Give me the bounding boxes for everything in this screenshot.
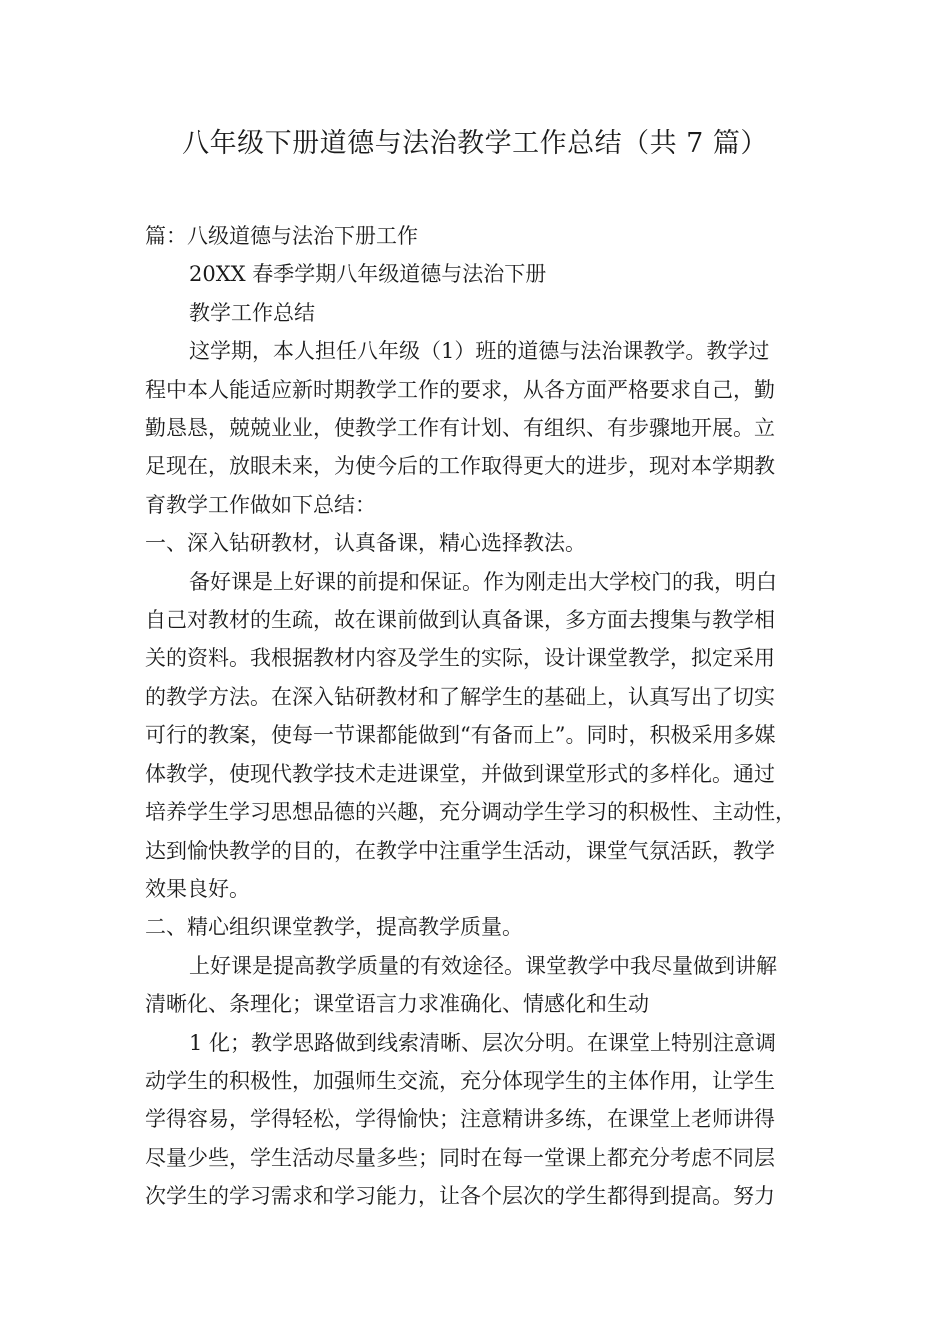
paragraph-section-2b: 1 化；教学思路做到线索清晰、层次分明。在课堂上特别注意调 动学生的积极性，加强师生交流，充分体现学生的主体作用，让学生 学得容易，学得轻松，学得愉快；注意精讲多练，在课堂上老师讲得 尽量少些，学生活动尽量多些；同时在每一堂课上都充分考虑不同层 次学生的学习需求和学习能力，让各个层次的学生都得到提高。努力 (145, 1030, 777, 1209)
paragraph-section-1: 备好课是上好课的前提和保证。作为刚走出大学校门的我，明白 自己对教材的生疏，故在课前做到认真备课，多方面去搜集与教学相 关的资料。我根据教材内容及学生的实际，设计课堂教学，拟定采用 的教学方法。在深入钻研教材和了解学生的基础上，认真写出了切实 可行的教案，使每一节课都能做到“有备而上”。同时，积极采用多媒 体教学，使现代教学技术走进课堂，并做到课堂形式的多样化。通过 培养学生学习思想品德的兴趣，充分调动学生学习的积极性、主动性， 达到愉快教学的目的，在教学中注重学生活动，课堂气氛活跃，教学 效果良好。 (145, 569, 796, 901)
paragraph-intro: 这学期，本人担任八年级（1）班的道德与法治课教学。教学过 程中本人能适应新时期教学工作的要求，从各方面严格要求自己，勤 勤恳恳，兢兢业业，使教学工作有计划、有组织、有步骤地开展。立 足现在，放眼未来，为使今后的工作取得更大的进步，现对本学期教 育教学工作做如下总结： (145, 339, 775, 517)
section-heading-1: 一、深入钻研教材，认真备课，精心选择教法。 (145, 531, 586, 556)
section-heading-chapter: 篇：八级道德与法治下册工作 (145, 224, 418, 248)
paragraph-section-2a: 上好课是提高教学质量的有效途径。课堂教学中我尽量做到讲解 清晰化、条理化；课堂语言力求准确化、情感化和生动 (145, 953, 777, 1017)
section-heading-2: 二、精心组织课堂教学，提高教学质量。 (145, 915, 523, 940)
subtitle-line-1: 20XX 春季学期八年级道德与法治下册 (189, 262, 547, 287)
document-body (145, 217, 809, 1216)
document-title: 八年级下册道德与法治教学工作总结（共 7 篇） (182, 128, 768, 159)
subtitle-line-2: 教学工作总结 (189, 300, 315, 325)
